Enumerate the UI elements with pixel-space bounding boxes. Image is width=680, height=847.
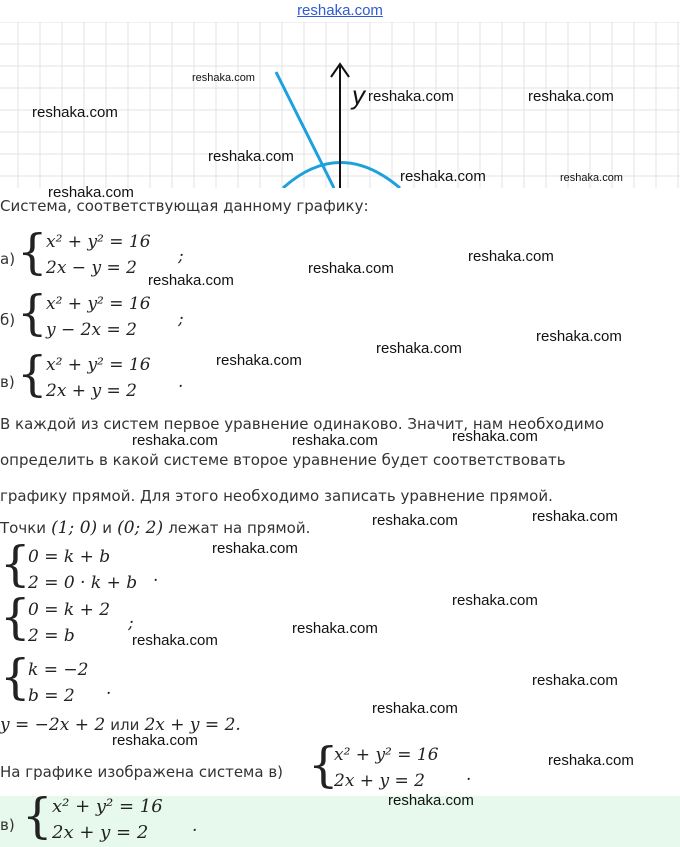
watermark: reshaka.com <box>528 88 614 105</box>
line-eq-or: или <box>110 716 140 734</box>
option-a-label: а) <box>0 250 16 268</box>
watermark: reshaka.com <box>112 732 198 749</box>
sys3-eq2: b = 2 <box>28 686 75 706</box>
paragraph-line-3: графику прямой. Для этого необходимо записать уравнение прямой. <box>0 487 553 505</box>
watermark: reshaka.com <box>536 328 622 345</box>
watermark: reshaka.com <box>212 540 298 557</box>
y-axis-label: y <box>352 80 365 110</box>
option-v-label: в) <box>0 373 15 391</box>
watermark: reshaka.com <box>292 620 378 637</box>
brace: { <box>22 788 53 844</box>
watermark: reshaka.com <box>148 272 234 289</box>
paragraph-line-1: В каждой из систем первое уравнение одинаково. Значит, нам необходимо <box>0 415 605 433</box>
points-mid: и <box>102 519 112 537</box>
circle-arc <box>283 163 400 189</box>
watermark: reshaka.com <box>548 752 634 769</box>
sys1-end: . <box>153 566 159 586</box>
brace: { <box>0 536 31 592</box>
brace: { <box>17 346 48 402</box>
watermark: reshaka.com <box>292 432 378 449</box>
option-v-eq1: x² + y² = 16 <box>46 355 151 375</box>
point-1: (1; 0) <box>51 518 98 538</box>
intro-text: Система, соответствующая данному графику: <box>0 197 369 215</box>
brace: { <box>308 737 339 793</box>
point-2: (0; 2) <box>117 518 164 538</box>
option-a-eq1: x² + y² = 16 <box>46 232 151 252</box>
watermark: reshaka.com <box>368 88 454 105</box>
watermark: reshaka.com <box>48 184 134 201</box>
sys3-eq1: k = −2 <box>28 660 89 680</box>
watermark: reshaka.com <box>468 248 554 265</box>
sys2-eq2: 2 = b <box>28 626 75 646</box>
option-v-end: . <box>178 372 184 392</box>
sys1-eq2: 2 = 0 · k + b <box>28 573 138 593</box>
option-b-label: б) <box>0 311 16 329</box>
option-a-end: ; <box>178 246 184 266</box>
option-v-eq2: 2x + y = 2 <box>46 381 137 401</box>
answer-label: в) <box>0 816 15 834</box>
watermark: reshaka.com <box>132 432 218 449</box>
watermark: reshaka.com <box>388 792 474 809</box>
brace: { <box>17 285 48 341</box>
option-a-eq2: 2x − y = 2 <box>46 258 137 278</box>
line-equation <box>0 715 241 735</box>
watermark: reshaka.com <box>532 508 618 525</box>
watermark: reshaka.com <box>532 672 618 689</box>
answer-eq2: 2x + y = 2 <box>52 822 149 843</box>
answer-eq1: x² + y² = 16 <box>52 796 163 817</box>
watermark: reshaka.com <box>216 352 302 369</box>
line-eq-b: 2x + y = 2. <box>144 715 241 735</box>
option-b-end: ; <box>178 309 184 329</box>
watermark: reshaka.com <box>32 104 118 121</box>
answer-box <box>0 788 680 847</box>
brace: { <box>0 589 31 645</box>
points-line <box>0 518 310 538</box>
watermark: reshaka.com <box>452 592 538 609</box>
watermark: reshaka.com <box>308 260 394 277</box>
watermark: reshaka.com <box>372 512 458 529</box>
option-b-eq2: y − 2x = 2 <box>46 320 137 340</box>
conclusion-eq2: 2x + y = 2 <box>334 771 425 791</box>
brace: { <box>0 649 31 705</box>
conclusion-text: На графике изображена система в) <box>0 763 284 781</box>
sys1-eq1: 0 = k + b <box>28 547 111 567</box>
points-after: лежат на прямой. <box>168 519 311 537</box>
site-link[interactable]: reshaka.com <box>297 2 383 19</box>
watermark: reshaka.com <box>132 632 218 649</box>
watermark: reshaka.com <box>376 340 462 357</box>
watermark: reshaka.com <box>192 72 255 84</box>
line-eq-a: y = −2x + 2 <box>0 715 106 735</box>
conclusion-eq1: x² + y² = 16 <box>334 745 439 765</box>
sys2-eq1: 0 = k + 2 <box>28 600 111 620</box>
sys2-end: ; <box>128 613 134 633</box>
answer-end: . <box>192 816 198 836</box>
paragraph-line-2: определить в какой системе второе уравнение будет соответствовать <box>0 451 566 469</box>
option-b-eq1: x² + y² = 16 <box>46 294 151 314</box>
brace: { <box>17 224 48 280</box>
watermark: reshaka.com <box>452 428 538 445</box>
watermark: reshaka.com <box>208 148 294 165</box>
points-before: Точки <box>0 519 47 537</box>
watermark: reshaka.com <box>400 168 486 185</box>
watermark: reshaka.com <box>560 172 623 184</box>
watermark: reshaka.com <box>372 700 458 717</box>
conclusion-end: . <box>466 765 472 785</box>
sys3-end: . <box>106 679 112 699</box>
